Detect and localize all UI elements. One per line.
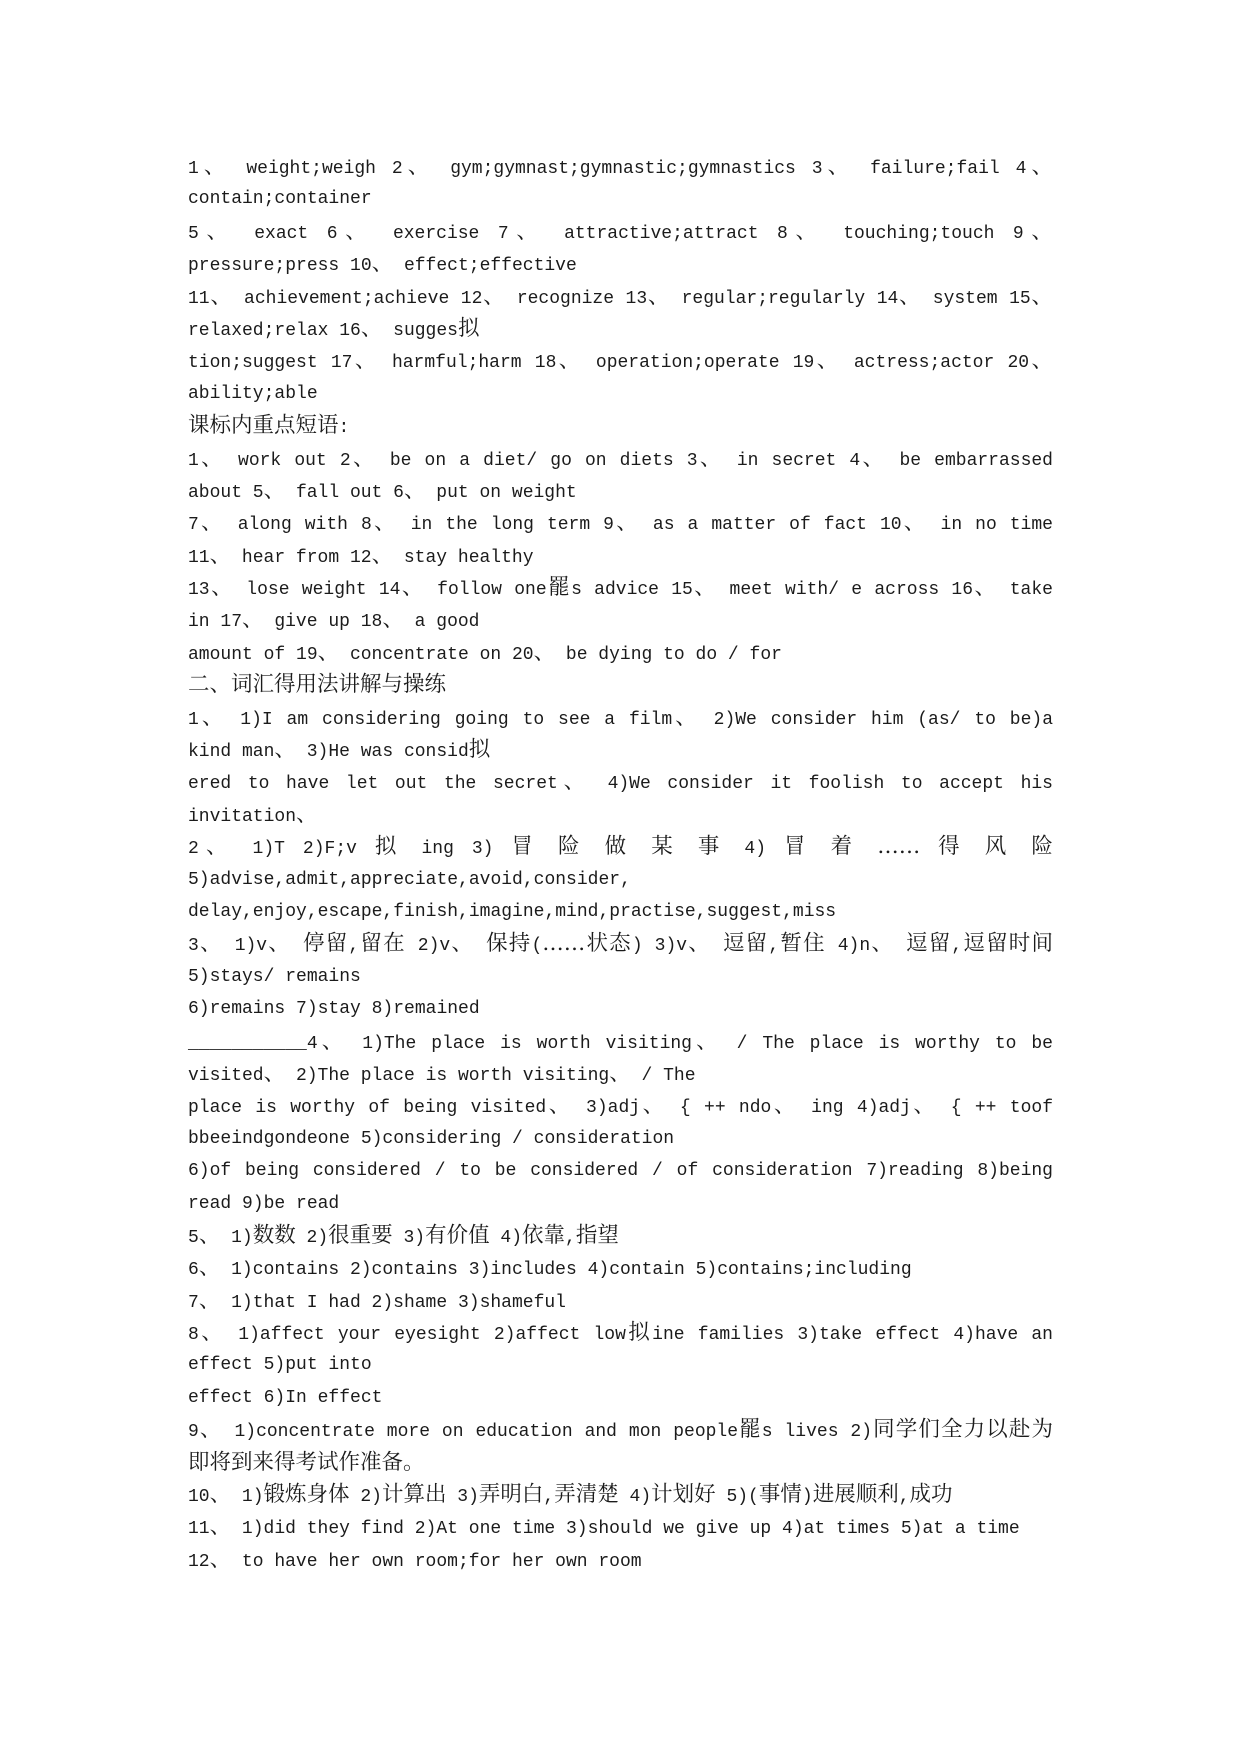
answer-line: tion;suggest 17、 harmful;harm 18、 operation;operate 19、 actress;actor 20、 — [188, 348, 1053, 374]
cjk-text-run: 、 — [687, 931, 711, 957]
cjk-text-run: 、 — [317, 639, 340, 665]
answer-line: bbeeindgondeone 5)considering / consideration — [188, 1128, 675, 1149]
cjk-text-run: …… — [877, 834, 921, 860]
cjk-text-run: 、 — [198, 1287, 221, 1313]
cjk-text-run: 、 — [1026, 154, 1053, 179]
cjk-text-run: 、 — [910, 1093, 938, 1119]
answer-line: 7、 along with 8、 in the long term 9、 as a matter of fact 10、 in no time — [188, 510, 1053, 536]
answer-line: 13、 lose weight 14、 follow one罷s advice 15、 meet with/ e across 16、 take — [188, 575, 1053, 601]
answer-line: 5、 exact 6、 exercise 7、 attractive;attract 8、 touching;touch 9、 — [188, 218, 1053, 244]
cjk-text-run: 弄明白 — [478, 1482, 544, 1508]
answer-line: pressure;press 10、 effect;effective — [188, 251, 577, 277]
answer-line: 9、 1)concentrate more on education and mon people罷s lives 2)同学们全力以赴为 — [188, 1417, 1053, 1443]
cjk-text-run: 、 — [371, 542, 394, 568]
cjk-text-run: 、 — [1030, 283, 1053, 309]
cjk-text-run: 进展顺利 — [812, 1482, 899, 1508]
answer-line: read 9)be read — [188, 1193, 340, 1214]
answer-line: 5)stays/ remains — [188, 966, 361, 987]
cjk-text-run: 锻炼身体 — [263, 1482, 350, 1508]
cjk-text-run: 、 — [450, 931, 475, 957]
cjk-text-run: 、 — [771, 1093, 798, 1119]
cjk-text-run: 停留 — [303, 931, 349, 957]
answer-line — [188, 1447, 1053, 1479]
answer-line: 11、 hear from 12、 stay healthy — [188, 542, 534, 568]
cjk-text-run: 、 — [274, 737, 296, 763]
cjk-text-run: 保持 — [486, 931, 532, 957]
cjk-text-run: 冒 — [511, 834, 541, 860]
answer-paragraph — [188, 281, 1053, 346]
answer-line: 7、 1)that I had 2)shame 3)shameful — [188, 1287, 566, 1313]
cjk-text-run: 某 — [651, 834, 680, 860]
answer-line: contain;container — [188, 189, 372, 210]
answer-line: effect 6)In effect — [188, 1387, 383, 1408]
cjk-text-run: 逗留 — [906, 931, 952, 957]
cjk-text-run: 、 — [360, 315, 383, 341]
cjk-text-run: 、 — [198, 510, 225, 536]
cjk-text-run: 、 — [697, 445, 724, 471]
answer-line: 1、 weight;weigh 2、 gym;gymnast;gymnastic;gymnastics 3、 failure;fail 4、 — [188, 154, 1053, 179]
answer-paragraph — [188, 702, 1053, 767]
answer-paragraph — [188, 766, 1053, 831]
cjk-text-run: 冒 — [783, 834, 813, 860]
cjk-text-run: 、 — [198, 1222, 221, 1248]
cjk-text-run: 、 — [382, 607, 404, 633]
cjk-text-run: 事 — [697, 834, 727, 860]
cjk-text-run: 课标内重点短语 — [188, 413, 339, 439]
answer-paragraph — [188, 507, 1053, 572]
cjk-text-run: 数数 — [252, 1222, 296, 1248]
cjk-text-run: 逗留时间 — [962, 931, 1053, 957]
key-phrases-section — [188, 410, 1053, 669]
answer-line: 1、 work out 2、 be on a diet/ go on diets 3、 in secret 4、 be embarrassed — [188, 445, 1053, 471]
cjk-text-run: 、 — [371, 251, 394, 277]
cjk-text-run: 有价值 — [425, 1222, 490, 1248]
answer-line: delay,enjoy,escape,finish,imagine,mind,practise,suggest,miss — [188, 901, 837, 922]
answer-paragraph — [188, 1026, 1053, 1091]
answer-line: 1、 1)I am considering going to see a film、 2)We consider him (as/ to be)a — [188, 704, 1053, 730]
cjk-text-run: 暂住 — [779, 931, 826, 957]
cjk-text-run: 、 — [198, 1255, 221, 1281]
cjk-text-run: 、 — [647, 283, 671, 309]
cjk-text-run: 得 — [938, 834, 967, 860]
cjk-text-run: 、 — [546, 1093, 573, 1119]
cjk-text-run: 依靠 — [522, 1222, 566, 1248]
answer-line: 10、 1)锻炼身体 2)计算出 3)弄明白,弄清楚 4)计划好 5)(事情)进展顺利,成功 — [188, 1482, 953, 1508]
answer-line: relaxed;relax 16、 sugges拟 — [188, 315, 480, 341]
cjk-text-run: 拟 — [625, 1320, 653, 1346]
cjk-text-run: 、 — [209, 542, 232, 568]
cjk-text-run: 、 — [263, 1060, 286, 1086]
cjk-text-run: 成功 — [909, 1482, 953, 1508]
cjk-text-run: ……状态 — [542, 931, 632, 957]
cjk-text-run: 指望 — [575, 1222, 619, 1248]
cjk-text-run: 、 — [403, 477, 426, 503]
cjk-text-run: 、 — [533, 639, 556, 665]
cjk-text-run: 、 — [198, 931, 223, 957]
answer-line: 11、 1)did they find 2)At one time 3)should we give up 4)at times 5)at a time — [188, 1514, 1020, 1540]
cjk-text-run: 、 — [672, 704, 700, 730]
cjk-text-run: 险 — [558, 834, 587, 860]
cjk-text-run: 同学们全力以赴为 — [872, 1417, 1053, 1443]
answer-paragraph — [188, 1090, 1053, 1155]
cjk-text-run: 、 — [317, 1028, 348, 1054]
cjk-text-run: 很重要 — [328, 1222, 393, 1248]
answer-paragraph — [188, 1155, 1053, 1220]
cjk-text-run: 、 — [557, 769, 591, 795]
cjk-text-run: 、 — [242, 607, 264, 633]
answer-paragraph — [188, 928, 1053, 993]
cjk-text-run: 风 — [984, 834, 1014, 860]
cjk-text-run: 、 — [296, 801, 318, 827]
cjk-text-run: 拟 — [374, 834, 404, 860]
answer-line: 6)remains 7)stay 8)remained — [188, 999, 480, 1020]
cjk-text-run: 、 — [209, 1514, 232, 1540]
cjk-text-run: 拟 — [457, 315, 480, 341]
cjk-text-run: 弄清楚 — [554, 1482, 619, 1508]
cjk-text-run: 、 — [860, 445, 887, 471]
cjk-text-run: 、 — [814, 348, 841, 374]
answer-line: amount of 19、 concentrate on 20、 be dying to do / for — [188, 639, 782, 665]
cjk-text-run: 、 — [640, 1093, 667, 1119]
cjk-text-run: 、 — [402, 154, 435, 179]
cjk-text-run: 、 — [400, 575, 425, 601]
answer-line: place is worthy of being visited、 3)adj、 { ++ ndo、 ing 4)adj、 { ++ toof — [188, 1093, 1053, 1119]
cjk-text-run: 事情 — [758, 1482, 802, 1508]
cjk-text-run: 、 — [609, 1060, 631, 1086]
answer-line: 6)of being considered / to be considered / of consideration 7)reading 8)being — [188, 1161, 1053, 1182]
cjk-text-run: 、 — [209, 1482, 232, 1508]
cjk-text-run: 二、词汇得用法讲解与操练 — [188, 672, 447, 698]
answer-line: 2、 1)T 2)F;v 拟 ing 3) 冒 险 做 某 事 4) 冒 着 …… 得 风 险 — [188, 834, 1053, 860]
answer-line: 6、 1)contains 2)contains 3)includes 4)contain 5)contains;including — [188, 1255, 912, 1281]
answer-line: about 5、 fall out 6、 put on weight — [188, 477, 577, 503]
cjk-text-run: 、 — [556, 348, 583, 374]
cjk-text-run: 罷 — [738, 1417, 762, 1443]
cjk-text-run: 、 — [209, 575, 235, 601]
answer-paragraph — [188, 831, 1053, 896]
answer-line: ered to have let out the secret、 4)We consider it foolish to accept his — [188, 769, 1053, 795]
cjk-text-run: 逗留 — [722, 931, 769, 957]
answer-paragraph — [188, 1317, 1053, 1382]
cjk-text-run: 、 — [822, 154, 855, 179]
answer-line: in 17、 give up 18、 a good — [188, 607, 480, 633]
cjk-text-run: 、 — [198, 834, 235, 860]
answer-line: 3、 1)v、 停留,留在 2)v、 保持(……状态) 3)v、 逗留,暂住 4)n、 逗留,逗留时间 — [188, 931, 1053, 957]
answer-paragraph — [188, 345, 1053, 410]
answer-line: 12、 to have her own room;for her own room — [188, 1546, 642, 1572]
answer-line: ability;able — [188, 383, 318, 404]
answer-paragraph — [188, 572, 1053, 637]
answer-paragraph — [188, 1414, 1053, 1479]
cjk-text-run: 、 — [209, 1546, 232, 1572]
cjk-text-run: 、 — [350, 445, 377, 471]
answer-line: ___________4、 1)The place is worth visiting、 / The place is worthy to be — [188, 1028, 1053, 1054]
cjk-text-run: 、 — [198, 704, 227, 730]
cjk-text-run: 、 — [870, 931, 895, 957]
cjk-text-run: 、 — [263, 477, 286, 503]
cjk-text-run: 、 — [787, 218, 825, 244]
cjk-text-run: 、 — [198, 445, 225, 471]
cjk-text-run: 、 — [898, 283, 922, 309]
section-heading: 课标内重点短语: — [188, 413, 350, 439]
answer-paragraph — [188, 151, 1053, 216]
answer-line: effect 5)put into — [188, 1355, 372, 1376]
cjk-text-run: 罷 — [546, 575, 572, 601]
cjk-text-run: 、 — [692, 575, 718, 601]
cjk-text-run: 、 — [508, 218, 546, 244]
word-answers-section — [188, 151, 1053, 410]
usage-section — [188, 669, 1053, 1576]
answer-paragraph — [188, 443, 1053, 508]
cjk-text-run: 、 — [198, 1320, 226, 1346]
cjk-text-run: 留在 — [359, 931, 406, 957]
cjk-text-run: 拟 — [468, 737, 491, 763]
answer-line: kind man、 3)He was consid拟 — [188, 737, 491, 763]
cjk-text-run: 、 — [198, 154, 231, 179]
cjk-text-run: 、 — [1023, 218, 1053, 244]
cjk-text-run: 险 — [1031, 834, 1053, 860]
answer-line: 5)advise,admit,appreciate,avoid,consider, — [188, 869, 631, 890]
answer-line: invitation、 — [188, 801, 318, 827]
cjk-text-run: 、 — [198, 218, 236, 244]
cjk-text-run: 、 — [267, 931, 291, 957]
cjk-text-run: 、 — [613, 510, 640, 536]
cjk-text-run: 、 — [1029, 348, 1053, 374]
answer-paragraph — [188, 216, 1053, 281]
cjk-text-run: 、 — [352, 348, 379, 374]
cjk-text-run: 、 — [209, 283, 233, 309]
answer-line: 5、 1)数数 2)很重要 3)有价值 4)依靠,指望 — [188, 1222, 619, 1248]
cjk-text-run: 、 — [691, 1028, 722, 1054]
cjk-text-run: 、 — [371, 510, 398, 536]
cjk-text-run: 做 — [604, 834, 634, 860]
cjk-text-run: 着 — [830, 834, 860, 860]
answer-line: 8、 1)affect your eyesight 2)affect low拟ine families 3)take effect 4)have an — [188, 1320, 1053, 1346]
answer-line: 11、 achievement;achieve 12、 recognize 13、 regular;regularly 14、 system 15、 — [188, 283, 1053, 309]
cjk-text-run: 计算出 — [381, 1482, 447, 1508]
cjk-text-run: 即将到来得考试作准备。 — [188, 1449, 425, 1475]
cjk-text-run: 、 — [901, 510, 928, 536]
answer-line: visited、 2)The place is worth visiting、 / The — [188, 1060, 696, 1086]
cjk-text-run: 、 — [482, 283, 506, 309]
cjk-text-run: 计划好 — [651, 1482, 716, 1508]
section-heading — [188, 669, 1053, 701]
cjk-text-run: 、 — [337, 218, 375, 244]
cjk-text-run: 、 — [198, 1417, 223, 1443]
cjk-text-run: 、 — [973, 575, 998, 601]
